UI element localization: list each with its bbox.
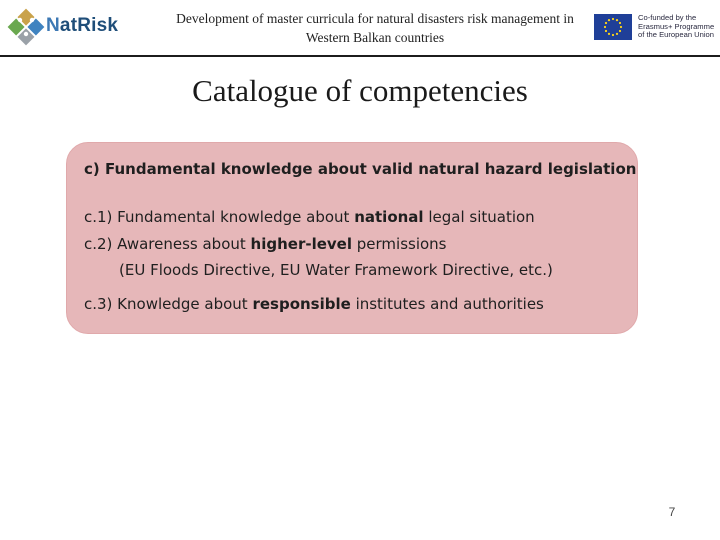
project-header-line-1: Development of master curricula for natural disasters risk management in bbox=[176, 11, 574, 26]
slide-title: Catalogue of competencies bbox=[192, 73, 528, 108]
natrisk-logo bbox=[6, 4, 124, 52]
project-header-line-2: Western Balkan countries bbox=[305, 30, 445, 45]
page-number: 7 bbox=[668, 505, 676, 519]
header-divider bbox=[0, 55, 720, 57]
competency-box bbox=[66, 142, 638, 334]
erasmus-logo-text: Co-funded by the Erasmus+ Programme of the European Union bbox=[638, 13, 715, 40]
competency-item-c1: c.1) Fundamental knowledge about national legal situation bbox=[84, 208, 535, 226]
project-header bbox=[160, 9, 590, 47]
competency-item-c2: c.2) Awareness about higher-level permissions bbox=[84, 235, 447, 253]
natrisk-logo-text: NatRisk bbox=[46, 15, 119, 36]
natrisk-logo-icon bbox=[6, 4, 46, 50]
eu-flag-icon bbox=[594, 14, 632, 40]
competency-item-c2-detail: (EU Floods Directive, EU Water Framework Directive, etc.) bbox=[119, 261, 553, 279]
competency-heading: c) Fundamental knowledge about valid natural hazard legislation bbox=[84, 160, 637, 178]
erasmus-logo bbox=[594, 14, 716, 42]
competency-item-c3: c.3) Knowledge about responsible institutes and authorities bbox=[84, 295, 544, 313]
